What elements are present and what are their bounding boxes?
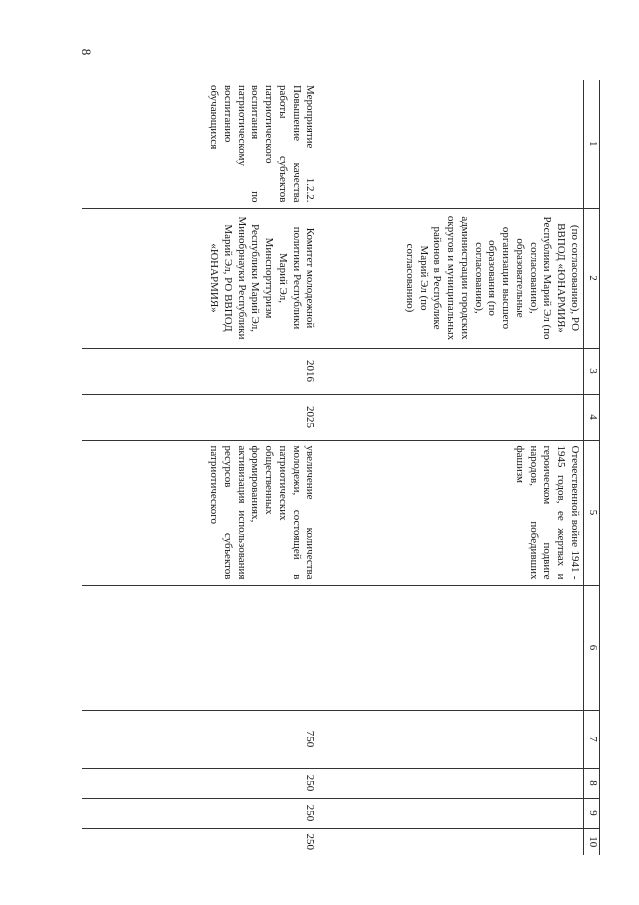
table-row (83, 80, 319, 855)
value-cell (83, 585, 319, 710)
page-number: 8 (79, 48, 94, 56)
measure-cell: Мероприятие 1.2.2. Повышение качества работы субъектов патриотического воспитания по патриотическому воспитанию обучающихся (208, 85, 317, 203)
table-row (319, 80, 584, 855)
header-cell: 10 (584, 828, 600, 855)
header-cell: 1 (584, 80, 600, 208)
value-cell (319, 828, 584, 855)
header-cell: 3 (584, 348, 600, 394)
executor-cell: Комитет молодежной политики Республики Марий Эл, Минспорттуризм Республики Марий Эл, Минобрнауки Республики Марий Эл, РО ВВПОД «ЮНАРМИЯ» (83, 208, 319, 348)
header-cell: 7 (584, 710, 600, 768)
rotated-document (80, 80, 600, 855)
end-year-cell (319, 394, 584, 440)
start-year-cell: 2016 (83, 348, 319, 394)
value-cell: 250 (83, 828, 319, 855)
result-cell: увеличение количества молодежи, состоящей в патриотических общественных формированиях, активизация использования ресурсов субъектов патриотического (83, 440, 319, 585)
executor-cell: (по согласованию), РО ВВПОД «ЮНАРМИЯ» Республики Марий Эл (по согласованию), образовательные организации высшего образования (по согласованию), администрации городских округов и муниципальных районов в Республике Марий Эл (по согласованию) (319, 208, 584, 348)
value-cell (319, 768, 584, 798)
header-cell: 8 (584, 768, 600, 798)
result-cell: Отечественной войне 1941 - 1945 годов, ее жертвах и героическом подвиге народов, победивших фашизм (319, 440, 584, 585)
header-cell: 4 (584, 394, 600, 440)
measure-cell (319, 80, 584, 208)
header-cell: 9 (584, 798, 600, 828)
header-cell: 6 (584, 585, 600, 710)
program-table (83, 80, 601, 855)
value-cell: 250 (83, 798, 319, 828)
header-cell: 2 (584, 208, 600, 348)
end-year-cell: 2025 (83, 394, 319, 440)
value-cell (319, 585, 584, 710)
value-cell: 750 (83, 710, 319, 768)
value-cell (319, 710, 584, 768)
value-cell (319, 798, 584, 828)
header-row (584, 80, 600, 855)
value-cell: 250 (83, 768, 319, 798)
start-year-cell (319, 348, 584, 394)
header-cell: 5 (584, 440, 600, 585)
